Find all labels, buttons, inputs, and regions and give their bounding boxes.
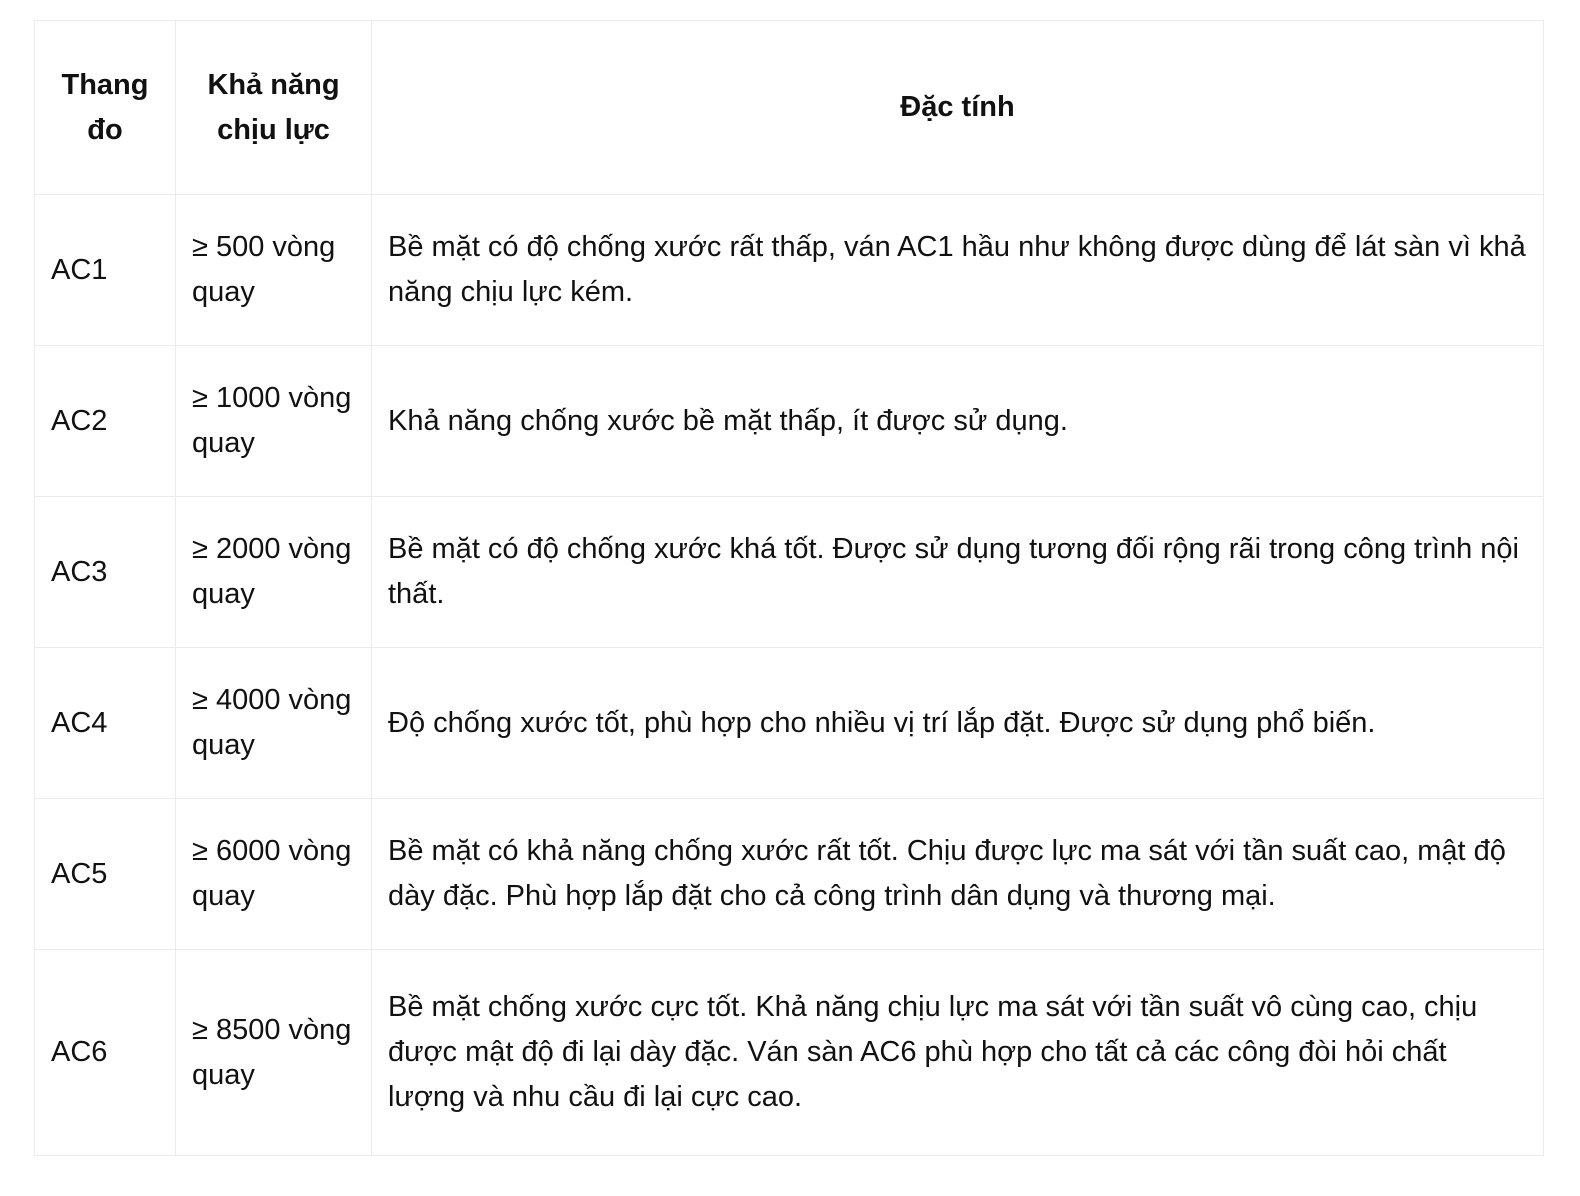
cell-capacity: ≥ 4000 vòng quay — [176, 648, 372, 799]
cell-description: Độ chống xước tốt, phù hợp cho nhiều vị trí lắp đặt. Được sử dụng phổ biến. — [372, 648, 1544, 799]
cell-description: Bề mặt có độ chống xước khá tốt. Được sử dụng tương đối rộng rãi trong công trình nội thất. — [372, 497, 1544, 648]
cell-scale: AC3 — [35, 497, 176, 648]
header-scale: Thang đo — [35, 21, 176, 195]
header-capacity: Khả năng chịu lực — [176, 21, 372, 195]
cell-description: Bề mặt chống xước cực tốt. Khả năng chịu lực ma sát với tần suất vô cùng cao, chịu được mật độ đi lại dày đặc. Ván sàn AC6 phù hợp cho tất cả các công đòi hỏi chất lượng và nhu cầu đi lại cực cao. — [372, 950, 1544, 1156]
cell-scale: AC5 — [35, 799, 176, 950]
cell-capacity: ≥ 6000 vòng quay — [176, 799, 372, 950]
cell-capacity: ≥ 8500 vòng quay — [176, 950, 372, 1156]
header-description: Đặc tính — [372, 21, 1544, 195]
cell-scale: AC4 — [35, 648, 176, 799]
cell-description: Bề mặt có độ chống xước rất thấp, ván AC1 hầu như không được dùng để lát sàn vì khả năng chịu lực kém. — [372, 195, 1544, 346]
table-row — [35, 346, 1544, 497]
cell-description: Khả năng chống xước bề mặt thấp, ít được sử dụng. — [372, 346, 1544, 497]
table-row — [35, 799, 1544, 950]
table-header-row — [35, 21, 1544, 195]
abrasion-class-table — [34, 20, 1544, 1156]
cell-capacity: ≥ 1000 vòng quay — [176, 346, 372, 497]
table-row — [35, 648, 1544, 799]
table-row — [35, 497, 1544, 648]
cell-capacity: ≥ 2000 vòng quay — [176, 497, 372, 648]
cell-scale: AC2 — [35, 346, 176, 497]
cell-scale: AC1 — [35, 195, 176, 346]
table-row — [35, 950, 1544, 1156]
cell-description: Bề mặt có khả năng chống xước rất tốt. Chịu được lực ma sát với tần suất cao, mật độ dày đặc. Phù hợp lắp đặt cho cả công trình dân dụng và thương mại. — [372, 799, 1544, 950]
cell-capacity: ≥ 500 vòng quay — [176, 195, 372, 346]
table-row — [35, 195, 1544, 346]
cell-scale: AC6 — [35, 950, 176, 1156]
